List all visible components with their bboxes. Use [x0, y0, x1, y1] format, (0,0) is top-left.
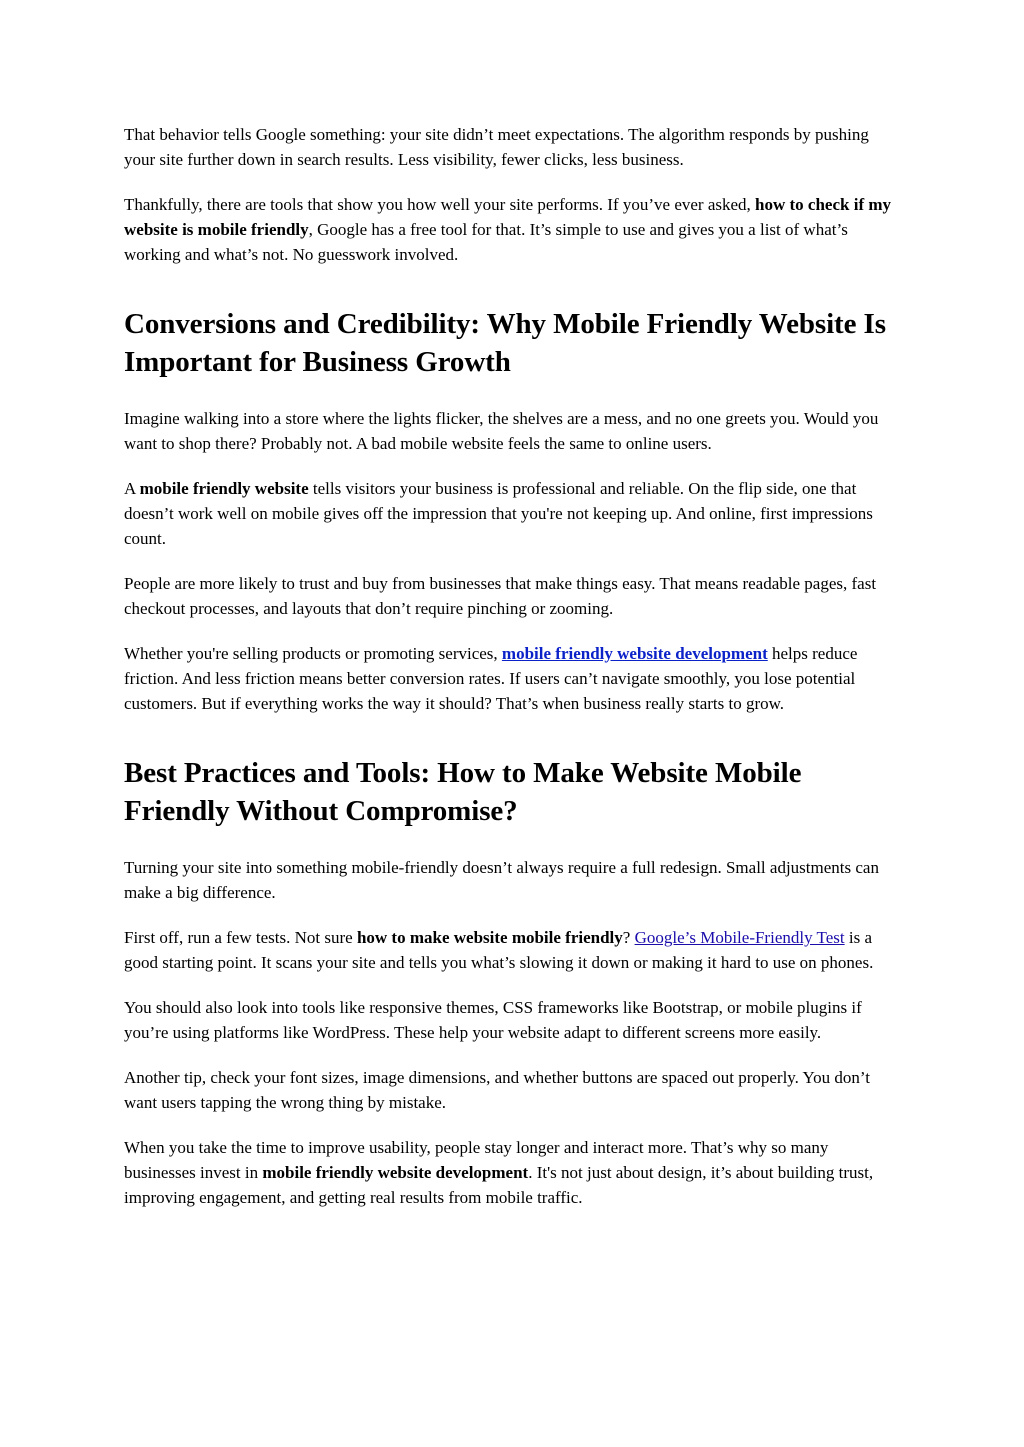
- section-heading-conversions: Conversions and Credibility: Why Mobile Friendly Website Is Important for Business Growth: [124, 308, 886, 378]
- bold-phrase: mobile friendly website development: [262, 1163, 529, 1182]
- text: . It's not just about design, it’s about building trust, improving engagement, and getting real results from mobile traffic.: [124, 1163, 874, 1207]
- paragraph-trust: People are more likely to trust and buy from businesses that make things easy. That means readable pages, fast checkout processes, and layouts that don’t require pinching or zooming.: [124, 574, 877, 618]
- text: tells visitors your business is professional and reliable. On the flip side, one that doesn’t work well on mobile gives off the impression that you're not keeping up. And online, first impressions count.: [124, 479, 873, 548]
- bold-phrase: how to make website mobile friendly: [356, 928, 623, 947]
- paragraph-store-analogy: Imagine walking into a store where the lights flicker, the shelves are a mess, and no one greets you. Would you want to shop there? Probably not. A bad mobile website feels the same to online users.: [124, 409, 879, 453]
- bold-phrase: how to check if my website is mobile friendly: [124, 195, 892, 239]
- paragraph-tools-frameworks: You should also look into tools like responsive themes, CSS frameworks like Bootstrap, or mobile plugins if you’re using platforms like WordPress. These help your website adapt to different screens more easily.: [124, 998, 862, 1042]
- text: helps reduce friction. And less friction means better conversion rates. If users can’t navigate smoothly, you lose potential customers. But if everything works the way it should? That’s when business really starts to grow.: [124, 644, 858, 713]
- text: First off, run a few tests. Not sure: [124, 928, 357, 947]
- paragraph-friction: [124, 641, 904, 716]
- paragraph-professional: [124, 476, 904, 551]
- text: A: [124, 479, 140, 498]
- text: Thankfully, there are tools that show you how well your site performs. If you’ve ever asked,: [124, 195, 756, 214]
- bold-phrase: mobile friendly website: [139, 479, 309, 498]
- document-page: [124, 122, 904, 1230]
- paragraph-usability: [124, 1135, 904, 1210]
- paragraph-small-adjustments: Turning your site into something mobile-friendly doesn’t always require a full redesign. Small adjustments can make a big difference.: [124, 858, 879, 902]
- link-mobile-friendly-website-development[interactable]: [502, 644, 768, 663]
- section-heading-best-practices: Best Practices and Tools: How to Make Website Mobile Friendly Without Compromise?: [124, 757, 802, 827]
- paragraph-tools: [124, 192, 904, 267]
- text: ?: [622, 928, 635, 947]
- text: , Google has a free tool for that. It’s simple to use and gives you a list of what’s working and what’s not. No guesswork involved.: [124, 220, 848, 264]
- paragraph-run-tests: [124, 925, 904, 975]
- paragraph-google-behavior: That behavior tells Google something: your site didn’t meet expectations. The algorithm responds by pushing your site further down in search results. Less visibility, fewer clicks, less business.: [124, 125, 869, 169]
- text: is a good starting point. It scans your site and tells you what’s slowing it down or making it hard to use on phones.: [124, 928, 874, 972]
- text: When you take the time to improve usability, people stay longer and interact more. That’s why so many businesses invest in: [124, 1138, 829, 1182]
- paragraph-font-sizes: Another tip, check your font sizes, image dimensions, and whether buttons are spaced out properly. You don’t want users tapping the wrong thing by mistake.: [124, 1068, 870, 1112]
- text: Whether you're selling products or promoting services,: [124, 644, 502, 663]
- link-label: mobile friendly website development: [501, 644, 768, 663]
- link-google-mobile-friendly-test[interactable]: Google’s Mobile-Friendly Test: [634, 928, 845, 947]
